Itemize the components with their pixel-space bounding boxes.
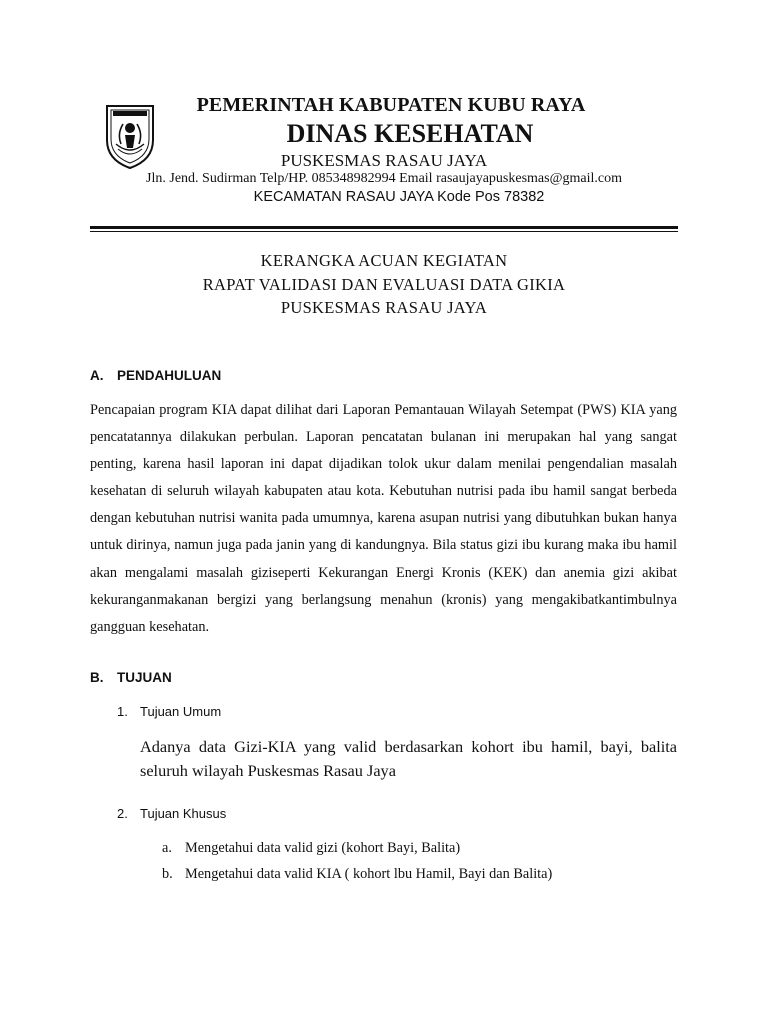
section-b-heading	[90, 670, 172, 685]
tujuan-umum-number: 1.	[117, 704, 128, 719]
tujuan-umum-text: Adanya data Gizi-KIA yang valid berdasarkan kohort ibu hamil, bayi, balita seluruh wilayah Puskesmas Rasau Jaya	[140, 737, 677, 780]
letterhead-puskesmas: PUSKESMAS RASAU JAYA	[280, 151, 488, 170]
letterhead-divider-thin	[90, 231, 678, 232]
section-a-letter: A.	[90, 368, 104, 383]
pendahuluan-paragraph: Pencapaian program KIA dapat dilihat dari Laporan Pemantauan Wilayah Setempat (PWS) KIA yang pencatatannya dilakukan perbulan. Laporan pencatatan bulanan ini merupakan hal yang sangat penting, karena hasil laporan ini dapat dijadikan tolok ukur dalam menilai pengendalian masalah kesehatan di seluruh wilayah kabupaten atau kota. Kebutuhan nutrisi pada ibu hamil sangat berbeda dengan kebutuhan nutrisi wanita pada umumnya, karena asupan nutrisi yang dibutuhkan bukan hanya untuk dirinya, namun juga pada janin yang di kandungnya. Bila status gizi ibu kurang maka ibu hamil akan mengalami masalah giziseperti Kekurangan Energi Kronis (KEK) dan anemia gizi akibat kekuranganmakanan bergizi yang berlangsung menahun (kronis) yang mengakibatkantimbulnya gangguan kesehatan.	[90, 402, 677, 635]
section-a-heading	[90, 368, 221, 383]
tujuan-umum-label: Tujuan Umum	[140, 704, 222, 719]
tujuan-umum-heading	[117, 704, 221, 719]
section-b-title: TUJUAN	[117, 670, 172, 685]
list-item-text: Mengetahui data valid KIA ( kohort lbu Hamil, Bayi dan Balita)	[185, 866, 553, 882]
letterhead-address: Jln. Jend. Sudirman Telp/HP. 085348982994 Email rasaujayapuskesmas@gmail.com	[146, 171, 622, 186]
document-title-line-3: PUSKESMAS RASAU JAYA	[280, 298, 488, 317]
letterhead-agency: DINAS KESEHATAN	[286, 119, 534, 148]
tujuan-khusus-number: 2.	[117, 806, 128, 821]
tujuan-khusus-item	[162, 840, 460, 857]
tujuan-khusus-heading	[117, 806, 226, 821]
section-b-letter: B.	[90, 670, 104, 685]
section-a-title: PENDAHULUAN	[117, 368, 222, 383]
letterhead-divider-thick	[90, 226, 678, 229]
document-title-line-1: KERANGKA ACUAN KEGIATAN	[260, 251, 508, 270]
letterhead-district: KECAMATAN RASAU JAYA Kode Pos 78382	[253, 189, 545, 205]
document-title-line-2: RAPAT VALIDASI DAN EVALUASI DATA GIKIA	[202, 275, 566, 294]
list-item-marker: a.	[162, 840, 172, 856]
letterhead-government: PEMERINTAH KABUPATEN KUBU RAYA	[196, 94, 586, 116]
list-item-marker: b.	[162, 866, 173, 882]
list-item-text: Mengetahui data valid gizi (kohort Bayi, Balita)	[185, 840, 461, 856]
tujuan-khusus-label: Tujuan Khusus	[140, 806, 227, 821]
tujuan-khusus-item	[162, 866, 552, 883]
section-a-body	[90, 397, 677, 641]
